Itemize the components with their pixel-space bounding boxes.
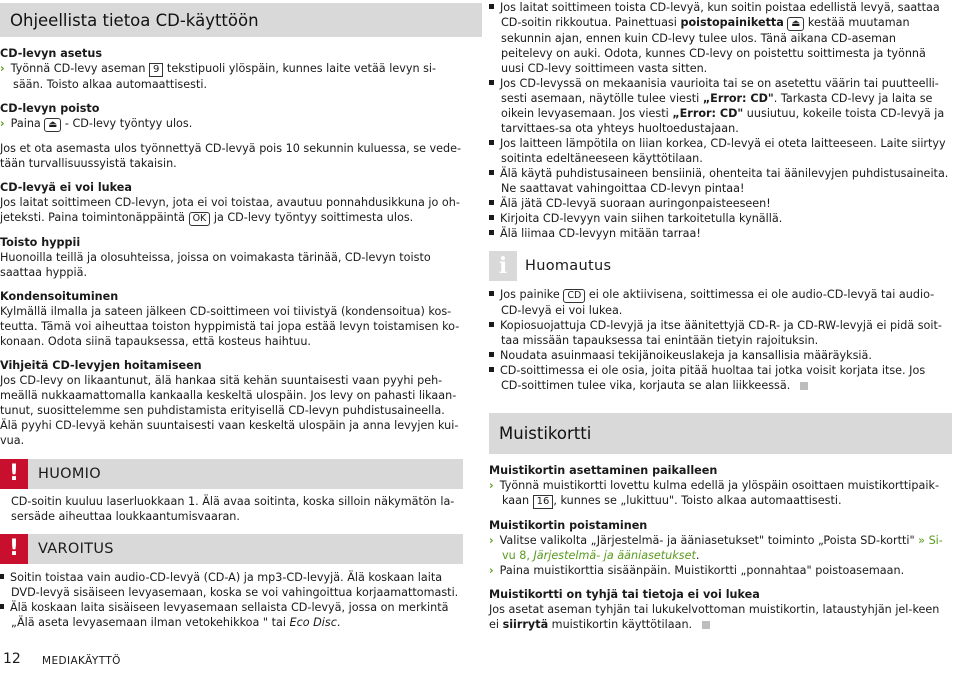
end-mark-icon — [800, 382, 808, 390]
right-bullet-item — [489, 196, 949, 211]
page-reference-title[interactable]: Järjestelmä- ja ääniasetukset — [533, 549, 696, 562]
info-item-text: CD-soittimessa ei ole osia, joita pitää huoltaa tai jotka voisit korjata itse. Jos CD-soittimen tulee vika, korjauta se alan liikkeessä. — [500, 364, 926, 392]
right-bullets — [489, 0, 949, 241]
step-arrow-icon: › — [489, 564, 494, 577]
info-item-text: ei ole aktiivisena, soittimessa ei ole audio-CD-levyä tai audio-CD-levyä ei voi lukea. — [501, 288, 935, 317]
warning-icon: ! — [0, 459, 28, 489]
ok-key-icon: OK — [189, 212, 211, 226]
mc-empty-text-a: Jos asetat aseman tyhjän tai lukukelvottoman muistikortin, lataustyhjän jel-keen ei — [489, 603, 940, 631]
unreadable-text-a: Jos laitat soittimeen CD-levyn, jota ei voi toistaa, avautuu ponnahdusikkuna jo oh-jeteksti. Paina toimintonäppäintä — [0, 196, 460, 224]
step-arrow-icon: › — [489, 534, 494, 547]
bullet-square-icon — [489, 322, 494, 327]
bullet-text: Jos CD-levyssä on mekaanisia vaurioita tai se on asetettu väärin tai puutteelli-sesti asemaan, näytölle tulee viesti — [500, 77, 939, 105]
bullet-text: Älä liimaa CD-levyyn mitään tarraa! — [500, 227, 701, 240]
mc-remove-step — [489, 533, 949, 563]
bullet-square-icon — [489, 215, 494, 220]
bullet-square-icon — [489, 140, 494, 145]
caution-header — [0, 534, 463, 564]
mc-insert-heading: Muistikortin asettaminen paikalleen — [489, 464, 718, 477]
page-title — [0, 3, 482, 37]
insert-step — [0, 61, 463, 92]
mc-empty-text-b: muistikortin käyttötilaan. — [548, 618, 693, 631]
skip-paragraph: Huonoilla teillä ja olosuhteissa, joissa on voimakasta tärinää, CD-levyn toisto saattaa hyppiä. — [0, 251, 431, 279]
memory-card-title-text: Muistikortti — [499, 424, 592, 443]
note-text: CD-soitin kuuluu laserluokkaan 1. Älä avaa soitinta, koska silloin näkymätön la-sersäde aiheuttaa loukkaantumisvaaran. — [11, 495, 455, 523]
caution-item-end: . — [336, 616, 341, 629]
bullet-text: uusiutuu, kokeile toista CD-levyä ja tarvittaes-sa ota yhteys huoltoedustajaan. — [501, 107, 945, 135]
note-header — [0, 459, 463, 489]
mc-remove-step-end: . — [695, 549, 700, 562]
error-message-text: „Error: CD" — [702, 92, 774, 105]
right-bullet-item — [489, 0, 949, 76]
caution-item — [0, 600, 463, 630]
insert-step-text-c: sään. Toisto alkaa automaattisesti. — [13, 78, 208, 91]
right-column — [489, 0, 949, 632]
mc-remove-step-text: Paina muistikorttia sisäänpäin. Muistikortti „ponnahtaa" poistoasemaan. — [499, 564, 905, 577]
bullet-square-icon — [489, 4, 494, 9]
eject-step-text-a: Paina — [10, 117, 45, 130]
caution-item-text: Älä koskaan laita sisäiseen levyasemaan sellaista CD-levyä, jossa on merkintä „Älä aseta levyasemaan ilman vetokehikkoa " tai — [10, 601, 449, 629]
right-bullet-item — [489, 76, 949, 136]
bullet-text: Älä jätä CD-levyä suoraan auringonpaisteeseen! — [500, 197, 771, 210]
unreadable-paragraph — [0, 195, 463, 226]
condensation-paragraph: Kylmällä ilmalla ja sateen jälkeen CD-soittimeen voi tiivistyä (kondensoitua) kos-teutta. Tämä voi aiheuttaa toiston hyppimistä tai jopa estää levyn toistamisen ko-konaan. Odota siinä tapauksessa, että kosteus haihtuu. — [0, 305, 460, 348]
insert-heading: CD-levyn asetus — [0, 47, 102, 60]
mc-empty-section — [489, 587, 949, 632]
mc-remove-step — [489, 563, 949, 578]
bullet-square-icon — [489, 170, 494, 175]
info-item — [489, 287, 949, 318]
mc-empty-heading: Muistikortti on tyhjä tai tietoja ei voi lukea — [489, 588, 760, 601]
section-name: MEDIAKÄYTTÖ — [42, 655, 121, 667]
info-header — [489, 251, 949, 281]
info-item — [489, 363, 949, 393]
right-bullet-item — [489, 136, 949, 166]
mc-insert-text-b: , kunnes se „lukittuu". Toisto alkaa automaattisesti. — [553, 494, 842, 507]
handling-heading: Vihjeitä CD-levyjen hoitamiseen — [0, 359, 202, 372]
right-bullet-item — [489, 211, 949, 226]
bullet-square-icon — [0, 574, 4, 579]
bullet-text: Jos laitat soittimeen toista CD-levyä, kun soitin poistaa edellistä levyä, saattaa CD-soitin rikkoutua. Painettuasi — [500, 1, 940, 29]
eject-heading: CD-levyn poisto — [0, 102, 100, 115]
bullet-text: kestää muutaman sekunnin ajan, ennen kuin CD-levy tulee ulos. Tänä aikana CD-aseman peitelevy on auki. Odota, kunnes CD-levy on poistettu soittimesta ja työnnä uusi CD-levy soittimeen vasta sitten. — [501, 16, 926, 75]
mc-empty-paragraph — [489, 602, 949, 632]
bullet-bold-text: poistopainiketta — [680, 16, 784, 29]
mc-insert-section — [489, 463, 949, 509]
end-mark-icon — [702, 621, 710, 629]
eject-section — [0, 101, 463, 171]
info-item-text: Noudata asuinmaasi tekijänoikeuslakeja ja kansallisia määräyksiä. — [500, 349, 872, 362]
callout-number: 9 — [149, 63, 163, 77]
info-box — [489, 251, 949, 393]
bullet-square-icon — [0, 604, 4, 609]
right-bullet-item — [489, 226, 949, 241]
page-reference-link[interactable]: » Si-vu 8, — [502, 534, 943, 562]
bullet-square-icon — [489, 80, 494, 85]
error-message-text: „Error: CD" — [672, 107, 744, 120]
memory-card-title — [489, 413, 952, 454]
unreadable-section — [0, 180, 463, 226]
info-item-text: Kopiosuojattuja CD-levyjä ja itse äänitettyjä CD-R- ja CD-RW-levyjä ei pidä soit-taa missään tapauksessa tai enintään tietyin rajoituksin. — [500, 319, 942, 347]
step-arrow-icon: › — [0, 117, 5, 130]
warning-icon: ! — [0, 534, 28, 564]
bullet-text: Kirjoita CD-levyyn vain siihen tarkoitetulla kynällä. — [500, 212, 783, 225]
mc-empty-bold: siirrytä — [502, 618, 549, 631]
note-box — [0, 459, 463, 524]
bullet-text: . Tarkasta CD-levy ja laita se oikein levyasemaan. Jos viesti — [501, 92, 933, 120]
insert-section — [0, 46, 463, 92]
condensation-section — [0, 289, 463, 349]
bullet-square-icon — [489, 230, 494, 235]
mc-remove-heading: Muistikortin poistaminen — [489, 519, 648, 532]
skip-section — [0, 235, 463, 280]
caution-item — [0, 570, 463, 600]
bullet-text: Älä käytä puhdistusaineen bensiiniä, ohenteita tai äänilevyjen puhdistusaineita. Ne saattavat vahingoittaa CD-levyn pintaa! — [500, 167, 949, 195]
bullet-square-icon — [489, 367, 494, 372]
eject-key-icon: ⏏ — [44, 118, 61, 132]
insert-step-text-a: Työnnä CD-levy aseman — [10, 62, 149, 75]
bullet-text: Jos laitteen lämpötila on liian korkea, CD-levyä ei oteta laitteeseen. Laite siirtyy soitinta edeltäneeseen käyttötilaan. — [500, 137, 946, 165]
eject-paragraph: Jos et ota asemasta ulos työnnettyä CD-levyä pois 10 sekunnin kuluessa, se vede-tään turvallisuussyistä takaisin. — [0, 142, 462, 170]
caution-title: VAROITUS — [38, 540, 114, 557]
skip-heading: Toisto hyppii — [0, 236, 81, 249]
unreadable-text-b: ja CD-levy työntyy soittimesta ulos. — [210, 211, 414, 224]
bullet-square-icon — [489, 291, 494, 296]
bullet-square-icon — [489, 352, 494, 357]
page-title-text: Ohjeellista tietoa CD-käyttöön — [10, 11, 259, 30]
info-item — [489, 348, 949, 363]
unreadable-heading: CD-levyä ei voi lukea — [0, 181, 132, 194]
bullet-square-icon — [489, 200, 494, 205]
handling-paragraph: Jos CD-levy on likaantunut, älä hankaa sitä kehän suuntaisesti vaan pyyhi peh-meällä nukkaamattomalla kankaalla keskeltä ulospäin. Jos levy on pahasti likaan-tunut, suosittelemme sen puhdistamista erityisellä CD-levyn puhdistusaineella. Älä pyyhi CD-levyä kehän suuntaisesti vaan keskeltä ulospäin ja anna levyjen kui-vua. — [0, 374, 459, 447]
info-icon: i — [489, 251, 517, 281]
condensation-heading: Kondensoituminen — [0, 290, 119, 303]
mc-insert-step — [489, 478, 949, 509]
cd-key-icon: CD — [563, 289, 585, 303]
mc-remove-step-text: Valitse valikolta „Järjestelmä- ja ääniasetukset" toiminto „Poista SD-kortti" — [499, 534, 919, 547]
info-item-text: Jos painike — [500, 288, 564, 301]
left-column — [0, 0, 463, 630]
step-arrow-icon: › — [0, 62, 5, 75]
mc-insert-text-a: Työnnä muistikortti lovettu kulma edellä ja ylöspäin osoittaen muistikorttipaik-kaan — [499, 479, 939, 507]
insert-step-text-b: tekstipuoli ylöspäin, kunnes laite vetää levyn si- — [163, 62, 437, 75]
caution-box — [0, 534, 463, 630]
page-number: 12 — [3, 651, 21, 667]
info-item — [489, 318, 949, 348]
right-bullet-item — [489, 166, 949, 196]
note-title: HUOMIO — [38, 465, 101, 482]
eject-key-icon: ⏏ — [787, 17, 804, 31]
info-title: Huomautus — [525, 257, 612, 274]
handling-section — [0, 358, 463, 448]
eject-step — [0, 116, 463, 132]
mc-remove-section — [489, 518, 949, 578]
callout-number: 16 — [533, 495, 554, 509]
eco-disc-text: Eco Disc — [289, 616, 337, 629]
step-arrow-icon: › — [489, 479, 494, 492]
caution-item-text: Soitin toistaa vain audio-CD-levyä (CD-A) ja mp3-CD-levyjä. Älä koskaan laita DVD-levyä sisäiseen levyasemaan, koska se voi vahingoittua korjaamattomasti. — [10, 571, 459, 599]
eject-step-text-b: - CD-levy työntyy ulos. — [61, 117, 193, 130]
